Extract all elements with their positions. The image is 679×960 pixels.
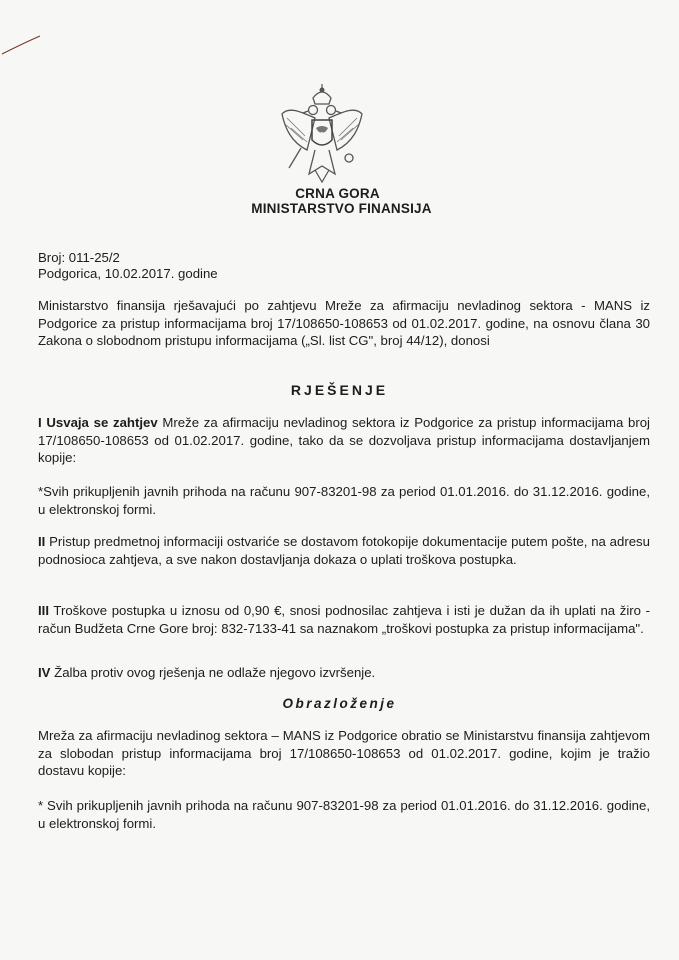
item-i-prefix: I Usvaja se zahtjev xyxy=(38,415,158,430)
reasoning-title: Obrazloženje xyxy=(282,696,397,711)
coat-of-arms-icon xyxy=(279,84,365,184)
pen-stroke-mark xyxy=(0,34,44,56)
item-iv-paragraph xyxy=(38,664,650,682)
decision-title: RJEŠENJE xyxy=(290,382,389,398)
reasoning-paragraph-2: * Svih prikupljenih javnih prihoda na računu 907-83201-98 za period 01.01.2016. do 31.12.2016. godine, u elektronskoj formi. xyxy=(38,798,650,831)
item-bullet-paragraph xyxy=(38,483,650,518)
item-iii-text: Troškove postupka u iznosu od 0,90 €, snosi podnosilac zahtjeva i isti je dužan da ih uplati na žiro - račun Budžeta Crne Gore broj: 832-7133-41 sa naznakom „troškovi postupka za pristup informacijama". xyxy=(38,603,650,636)
item-iii-prefix: III xyxy=(38,603,49,618)
item-ii-prefix: II xyxy=(38,534,46,549)
document-number: Broj: 011-25/2 xyxy=(38,250,120,265)
intro-paragraph: Ministarstvo finansija rješavajući po zahtjevu Mreže za afirmaciju nevladinog sektora - MANS iz Podgorice za pristup informacijama broj 17/108650-108653 od 01.02.2017. godine, na osnovu člana 30 Zakona o slobodnom pristupu informacijama („Sl. list CG", broj 44/12), donosi xyxy=(38,298,650,348)
country-heading: CRNA GORA xyxy=(295,186,380,201)
item-i-text: Mreže za afirmaciju nevladinog sektora iz Podgorice za pristup informacijama broj 17/108650-108653 od 01.02.2017. godine, tako da se dozvoljava pristup informacijama dostavljanjem kopije: xyxy=(38,415,650,465)
item-bullet-text: *Svih prikupljenih javnih prihoda na računu 907-83201-98 za period 01.01.2016. do 31.12.2016. godine, u elektronskoj formi. xyxy=(38,484,650,517)
reasoning-paragraph-1: Mreža za afirmaciju nevladinog sektora – MANS iz Podgorice obratio se Ministarstvu finansija zahtjevom za slobodan pristup informacijama broj 17/108650-108653 od 01.02.2017. godine, kojim je tražio dostavu kopije: xyxy=(38,728,650,778)
item-i-paragraph xyxy=(38,414,650,467)
item-ii-text: Pristup predmetnoj informaciji ostvariće se dostavom fotokopije dokumentacije putem pošte, na adresu podnosioca zahtjeva, a sve nakon dostavljanja dokaza o uplati troškova postupka. xyxy=(38,534,650,567)
item-iv-text: Žalba protiv ovog rješenja ne odlaže njegovo izvršenje. xyxy=(50,665,376,680)
place-date: Podgorica, 10.02.2017. godine xyxy=(38,266,218,281)
item-iii-paragraph xyxy=(38,602,650,637)
item-iv-prefix: IV xyxy=(38,665,51,680)
item-ii-paragraph xyxy=(38,533,650,568)
ministry-heading: MINISTARSTVO FINANSIJA xyxy=(251,201,432,216)
